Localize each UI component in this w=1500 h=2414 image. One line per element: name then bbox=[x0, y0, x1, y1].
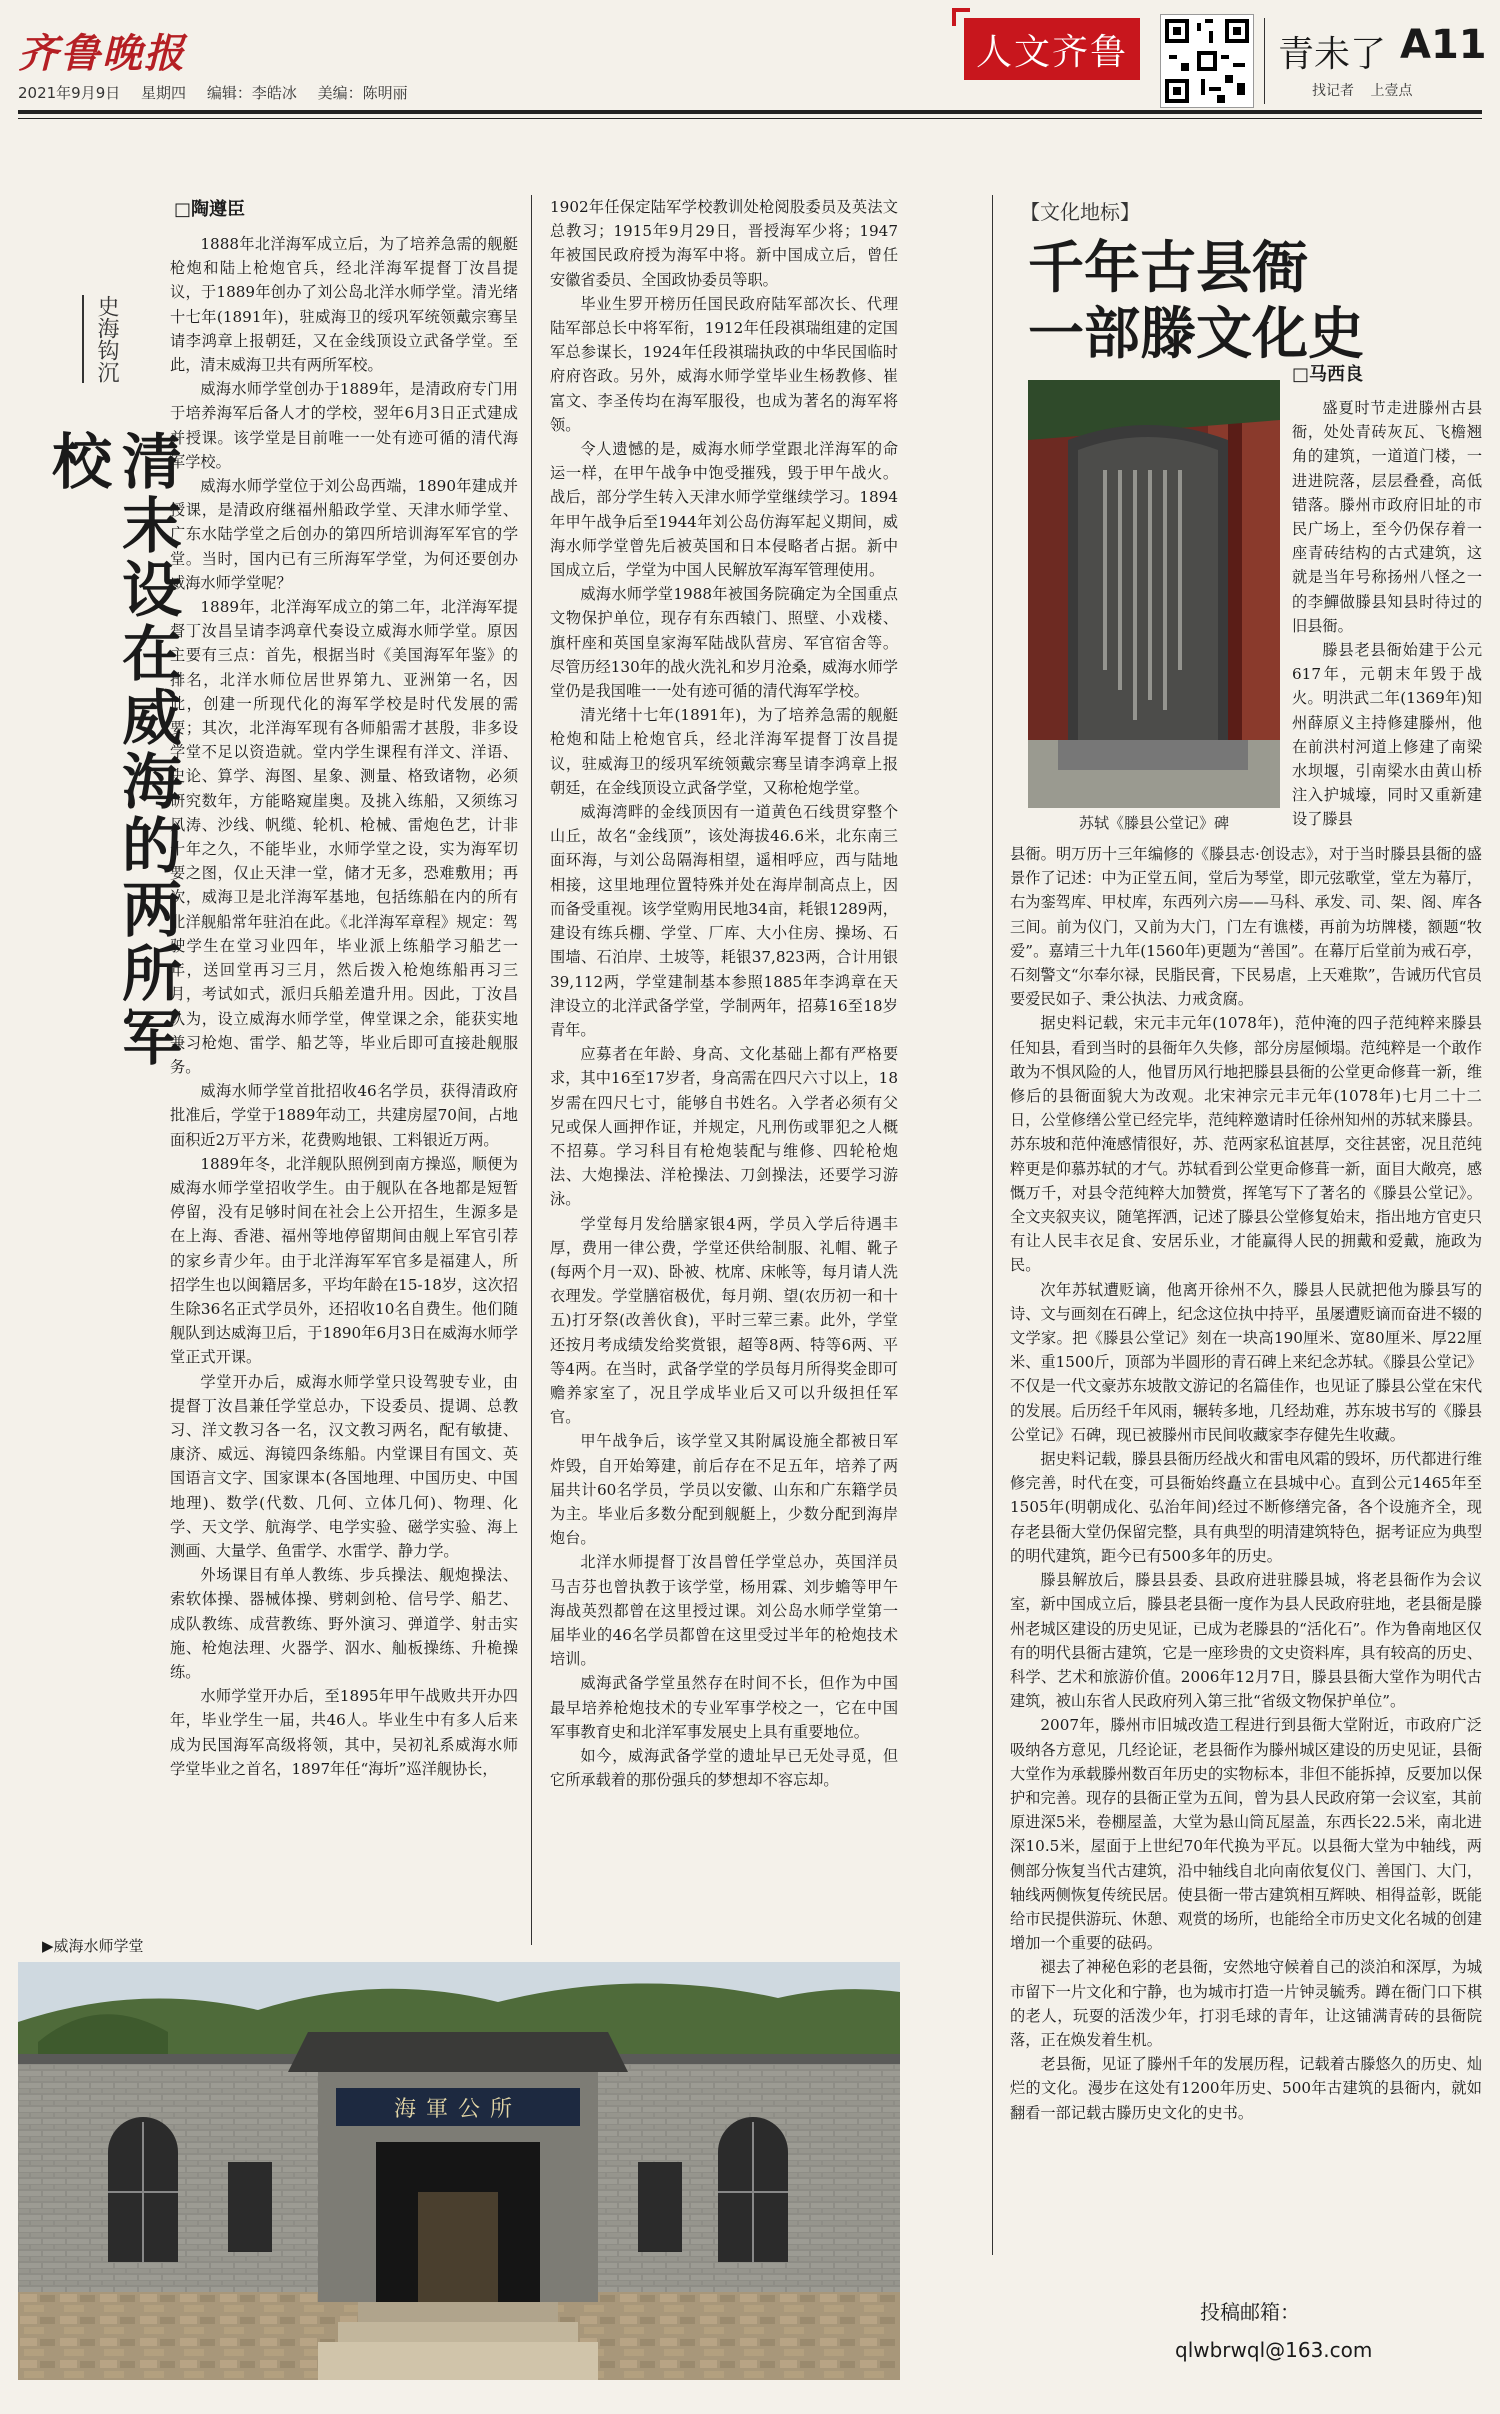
paragraph: 甲午战争后，该学堂又其附属设施全都被日军炸毁，自开始筹建，前后存在不足五年，培养了两届共计60名学员，学员以安徽、山东和广东籍学员为主。毕业后多数分配到舰艇上，少数分配到海岸炮台。 bbox=[550, 1432, 898, 1548]
paragraph: 1889年，北洋海军成立的第二年，北洋海军提督丁汝昌呈请李鸿章代奏设立威海水师学堂。原因主要有三点：首先，根据当时《美国海军年鉴》的排名，北洋水师位居世界第九、亚洲第一名，因此，创建一所现代化的海军学校是时代发展的需要；其次，北洋海军现有各师船需才甚殷，非多设学堂不足以资造就。堂内学生课程有洋文、洋语、史论、算学、海图、星象、测量、格致诸物，必须研究数年，方能略窥崖奥。及挑入练船，又须练习风涛、沙线、帆缆、轮机、枪械、雷炮色艺，计非十年之久，不能毕业，水师学堂之设，实为海军切要之图，仅止天津一堂，储才无多，恐难敷用；再次，威海卫是北洋海军基地，包括练船在内的所有北洋舰船常年驻泊在此。《北洋海军章程》规定：驾驶学生在堂习业四年，毕业派上练船学习船艺一年，送回堂再习三月，然后拨入枪炮练船再习三月，考试如式，派归兵船差遣升用。因此，丁汝昌认为，设立威海水师学堂，俾堂课之余，能获实地兼习枪炮、雷学、船艺等，毕业后即可直接赴舰服务。 bbox=[170, 598, 518, 1076]
paragraph: 威海武备学堂虽然存在时间不长，但作为中国最早培养枪炮技术的专业军事学校之一，它在中国军事教育史和北洋军事发展史上具有重要地位。 bbox=[550, 1674, 898, 1741]
reporter-label: 找记者 bbox=[1312, 83, 1354, 99]
issue-date: 2021年9月9日 bbox=[18, 84, 121, 102]
article2-photo-caption: 苏轼《滕县公堂记》碑 bbox=[1078, 814, 1229, 832]
paragraph: 据史料记载，宋元丰元年(1078年)，范仲淹的四子范纯粹来滕县任知县，看到当时的县衙年久失修，部分房屋倾塌。范纯粹是一个敢作敢为不惧风险的人，他冒历风行地把滕县县衙的公堂更命修葺一新，维修后的县衙面貌大为改观。北宋神宗元丰元年(1078年)七月二十二日，公堂修缮公堂已经完毕，范纯粹邀请时任徐州知州的苏轼来滕县。苏东坡和范仲淹感情很好，苏、范两家私谊甚厚，交往甚密，况且范纯粹更是仰慕苏轼的才气。苏轼看到公堂更命修葺一新，面目大敞亮，感慨万千，对县令范纯粹大加赞赏，挥笔写下了著名的《滕县公堂记》。全文夹叙夹议，随笔挥洒，记述了滕县公堂修复始末，指出地方官吏只有让人民丰衣足食、安居乐业，才能赢得人民的拥戴和爱戴，施政为民。 bbox=[1010, 1014, 1482, 1275]
masthead-rule-thin bbox=[18, 118, 1482, 119]
newspaper-logo: 齐鲁晚报 bbox=[18, 30, 186, 77]
paragraph: 滕县解放后，滕县县委、县政府进驻滕县城，将老县衙作为会议室，新中国成立后，滕县老县衙一度作为县人民政府驻地，老县衙是滕州老城区建设的历史见证，已成为老滕县的“活化石”。作为鲁南地区仅有的明代县衙古建筑，它是一座珍贵的文史资料库，具有较高的历史、科学、艺术和旅游价值。2006年12月7日，滕县县衙大堂作为明代古建筑，被山东省人民政府列入第三批“省级文物保护单位”。 bbox=[1010, 1571, 1482, 1711]
masthead-rule bbox=[18, 110, 1482, 114]
paragraph: 威海水师学堂创办于1889年，是清政府专门用于培养海军后备人才的学校，翌年6月3日正式建成并授课。该学堂是目前唯一一处有迹可循的清代海军学校。 bbox=[170, 380, 518, 471]
article2-headline-line1: 千年古县衙 bbox=[1028, 236, 1308, 301]
article1-headline: 清末设在威海的两所军校 bbox=[42, 430, 182, 1070]
page-number: A11 bbox=[1400, 22, 1487, 68]
column-rule bbox=[531, 195, 532, 1945]
paragraph: 如今，威海武备学堂的遗址早已无处寻觅，但它所承载着的那份强兵的梦想却不容忘却。 bbox=[550, 1747, 898, 1790]
contribute-label: 投稿邮箱： bbox=[1200, 2300, 1300, 2324]
paragraph: 北洋水师提督丁汝昌曾任学堂总办，英国洋员马吉芬也曾执教于该学堂，杨用霖、刘步蟾等甲午海战英烈都曾在这里授过课。刘公岛水师学堂第一届毕业的46名学员都曾在这里受过半年的枪炮技术培训。 bbox=[550, 1553, 898, 1669]
paragraph: 褪去了神秘色彩的老县衙，安然地守候着自己的淡泊和深厚，为城市留下一片文化和宁静，也为城市打造一片钟灵毓秀。蹲在衙门口下棋的老人，玩耍的活泼少年，打羽毛球的青年，让这铺满青砖的县衙院落，正在焕发着生机。 bbox=[1010, 1958, 1482, 2049]
article1-photo-caption: ▶威海水师学堂 bbox=[42, 1937, 144, 1955]
editor-credit: 编辑：李皓冰 bbox=[206, 84, 297, 102]
paragraph: 威海水师学堂位于刘公岛西端，1890年建成并授课，是清政府继福州船政学堂、天津水师学堂、广东水陆学堂之后创办的第四所培训海军军官的学堂。当时，国内已有三所海军学堂，为何还要创办威海水师学堂呢？ bbox=[170, 477, 518, 592]
paragraph: 老县衙，见证了滕州千年的发展历程，记载着古滕悠久的历史、灿烂的文化。漫步在这处有1200年历史、500年古建筑的县衙内，就如翻看一部记载古滕历史文化的史书。 bbox=[1010, 2055, 1482, 2122]
stele-photo bbox=[1028, 380, 1280, 808]
paragraph: 学堂开办后，威海水师学堂只设驾驶专业，由提督丁汝昌兼任学堂总办，下设委员、提调、总教习、洋文教习各一名，汉文教习两名，配有敏捷、康济、威远、海镜四条练船。内堂课目有国文、英国语言文字、国家课本(各国地理、中国历史、中国地理)、数学(代数、几何、立体几何)、物理、化学、天文学、航海学、电学实验、磁学实验、海上测画、大量学、鱼雷学、水雷学、静力学。 bbox=[170, 1372, 518, 1560]
paragraph: 盛夏时节走进滕州古县衙，处处青砖灰瓦、飞檐翘角的建筑，一道道门楼，一进进院落，层层叠叠，高低错落。滕州市政府旧址的市民广场上，至今仍保存着一座青砖结构的古式建筑，这就是当年号称扬州八怪之一的李鱓做滕县知县时待过的旧县衙。 bbox=[1292, 399, 1482, 635]
channel-banner: 人文齐鲁 bbox=[964, 18, 1140, 80]
paragraph: 外场课目有单人教练、步兵操法、舰炮操法、索软体操、器械体操、劈刺剑枪、信号学、船艺、成队教练、成营教练、野外演习、弹道学、射击实施、枪炮法理、火器学、泅水、舢板操练、升桅操练。 bbox=[170, 1566, 518, 1681]
article1-kicker: 史海钩沉 bbox=[82, 295, 122, 383]
paragraph: 2007年，滕州市旧城改造工程进行到县衙大堂附近，市政府广泛吸纳各方意见，几经论证，老县衙作为滕州城区建设的历史见证，县衙大堂作为承载滕州数百年历史的实物标本，非但不能拆掉，反要加以保护和完善。现存的县衙正堂为五间，曾为县人民政府第一会议室，其前原进深5米，卷棚屋盖，大堂为悬山筒瓦屋盖，东西长22.5米，南北进深10.5米，屋面于上世纪70年代换为平瓦。以县衙大堂为中轴线，两侧部分恢复当代古建筑，沿中轴线自北向南依复仪门、善国门、大门，轴线两侧恢复传统民居。使县衙一带古建筑相互辉映、相得益彰，既能给市民提供游玩、休憩、观赏的场所，也能给全市历史文化名城的创建增加一个重要的砝码。 bbox=[1010, 1716, 1482, 1953]
masthead-divider bbox=[1264, 18, 1265, 104]
qr-code-icon[interactable] bbox=[1160, 14, 1254, 108]
paragraph: 学堂每月发给膳家银4两，学员入学后待遇丰厚，费用一律公费，学堂还供给制服、礼帽、靴子(每两个月一双)、卧被、枕席、床帐等，每月请人洗衣理发。学堂膳宿极优，每月朔、望(农历初一和十五)打牙祭(改善伙食)，平时三荤三素。此外，学堂还按月考成绩发给奖赏银，超等8两、特等6两、平等4两。在当时，武备学堂的学员每月所得奖金即可赡养家室了，况且学成毕业后又可以升级担任军官。 bbox=[550, 1214, 898, 1427]
article1-column-1 bbox=[170, 232, 518, 1956]
paragraph: 1889年冬，北洋舰队照例到南方操巡，顺便为威海水师学堂招收学生。由于舰队在各地都是短暂停留，没有足够时间在社会上公开招生，生源多是在上海、香港、福州等地停留期间由舰上军官引荐的家乡青少年。由于北洋海军军官多是福建人，所招学生也以闽籍居多，平均年龄在15-18岁，这次招生除36名正式学员外，还招收10名自费生。他们随舰队到达威海卫后，于1890年6月3日在威海水师学堂正式开课。 bbox=[170, 1154, 518, 1367]
paragraph: 威海水师学堂1988年被国务院确定为全国重点文物保护单位，现存有东西辕门、照壁、小戏楼、旗杆座和英国皇家海军陆战队营房、军官宿舍等。尽管历经130年的战火洗礼和岁月沧桑，威海水师学堂仍是我国唯一一处有迹可循的清代海军学校。 bbox=[550, 585, 898, 701]
paragraph: 毕业生罗开榜历任国民政府陆军部次长、代理陆军部总长中将军衔，1912年任段祺瑞组建的定国军总参谋长，1924年任段祺瑞执政的中华民国临时府府咨政。另外，威海水师学堂毕业生杨教修、崔富文、李圣传均在海军服役，也成为著名的海军将领。 bbox=[550, 294, 898, 434]
paragraph: 1902年任保定陆军学校教训处枪阅股委员及英法文总教习；1915年9月29日，晋授海军少将；1947年被国民政府授为海军中将。新中国成立后，曾任安徽省委员、全国政协委员等职。 bbox=[550, 198, 898, 289]
article1-byline: □陶遵臣 bbox=[174, 199, 246, 220]
reporter-hotline bbox=[1300, 80, 1412, 100]
issue-weekday: 星期四 bbox=[141, 84, 187, 102]
article2-headline bbox=[1028, 236, 1364, 368]
article2-column-beside-photo bbox=[1292, 396, 1482, 840]
contribute-email[interactable]: qlwbrwql@163.com bbox=[1175, 2338, 1373, 2362]
designer-credit: 美编：陈明丽 bbox=[317, 84, 408, 102]
paragraph: 威海水师学堂首批招收46名学员，获得清政府批准后，学堂于1889年动工，共建房屋70间，占地面积近2万平方米，花费购地银、工料银近万两。 bbox=[170, 1082, 518, 1149]
paragraph: 令人遗憾的是，威海水师学堂跟北洋海军的命运一样，在甲午战争中饱受摧残，毁于甲午战火。战后，部分学生转入天津水师学堂继续学习。1894年甲午战争后至1944年刘公岛仿海军起义期间，威海水师学堂曾先后被英国和日本侵略者占据。新中国成立后，学堂为中国人民解放军海军管理使用。 bbox=[550, 440, 898, 580]
paragraph: 清光绪十七年(1891年)，为了培养急需的舰艇枪炮和陆上枪炮官兵，经北洋海军提督丁汝昌提议，驻威海卫的绥巩军统领戴宗骞呈请李鸿章上报朝廷，在金线顶设立武备学堂，又称枪炮学堂。 bbox=[550, 706, 898, 797]
article2-column-main bbox=[1010, 842, 1482, 2262]
paragraph: 滕县老县衙始建于公元617年，元朝末年毁于战火。明洪武二年(1369年)知州薛原义主持修建滕州，他在前洪村河道上修建了南梁水坝堰，引南梁水由黄山桥注入护城壕，同时又重新建设了滕县 bbox=[1292, 641, 1482, 829]
article2-headline-line2: 一部滕文化史 bbox=[1028, 302, 1364, 367]
dateline bbox=[18, 82, 424, 103]
paragraph: 次年苏轼遭贬谪，他离开徐州不久，滕县人民就把他为滕县写的诗、文与画刻在石碑上，纪念这位执中持平，虽屡遭贬谪而奋进不辍的文学家。把《滕县公堂记》刻在一块高190厘米、宽80厘米、厚22厘米、重1500斤，顶部为半圆形的青石碑上来纪念苏轼。《滕县公堂记》不仅是一代文豪苏东坡散文游记的名篇佳作，也见证了滕县公堂在宋代的发展。后历经千年风雨，辗转多地，几经劫难，苏东坡书写的《滕县公堂记》石碑，现已被滕州市民间收藏家李存健先生收藏。 bbox=[1010, 1280, 1482, 1444]
section-name: 青未了 bbox=[1278, 34, 1387, 75]
article-divider bbox=[992, 195, 993, 2255]
article2-byline: □马西良 bbox=[1292, 364, 1364, 385]
paragraph: 应募者在年龄、身高、文化基础上都有严格要求，其中16至17岁者，身高需在四尺六寸以上，18岁需在四尺七寸，能够自书姓名。入学者必须有父兄或保人画押作证，并规定，凡刑伤或罪犯之人概不招募。学习科目有枪炮装配与维修、四轮枪炮法、大炮操法、洋枪操法、刀剑操法，还要学习游泳。 bbox=[550, 1045, 898, 1209]
article1-column-2 bbox=[550, 195, 898, 1957]
naval-academy-photo bbox=[18, 1962, 900, 2380]
paragraph: 水师学堂开办后，至1895年甲午战败共开办四年，毕业学生一届，共46人。毕业生中有多人后来成为民国海军高级将领，其中，吴初礼系威海水师学堂毕业之首名，1897年任“海圻”巡洋舰协长， bbox=[170, 1687, 518, 1778]
gate-sign: 海軍公所 bbox=[393, 2096, 522, 2122]
paragraph: 威海湾畔的金线顶因有一道黄色石线贯穿整个山丘，故名“金线顶”，该处海拔46.6米，北东南三面环海，与刘公岛隔海相望，遥相呼应，西与陆地相接，这里地理位置特殊并处在海岸制高点上，因而备受重视。该学堂购用民地34亩，耗银1289两，建设有练兵棚、学堂、厂库、大小住房、操场、石围墙、石泊岸、土坡等，耗银37,823两，合计用银39,112两，学堂建制基本参照1885年李鸿章在天津设立的北洋武备学堂，学制两年，招募16至18岁青年。 bbox=[550, 803, 898, 1039]
paragraph: 县衙。明万历十三年编修的《滕县志·创设志》，对于当时滕县县衙的盛景作了记述：中为正堂五间，堂后为琴堂，即元弦歌堂，堂左为幕厅，右为銮驾库、甲杖库，东西列六房——马科、承发、司、架、阁、库各三间。前为仪门，又前为大门，门左有谯楼，再前为坊牌楼，额题“牧爱”。嘉靖三十九年(1560年)更题为“善国”。在幕厅后堂前为戒石亭，石刻警文“尔奉尔禄，民脂民膏，下民易虐，上天难欺”，告诫历代官员要爱民如子、秉公执法、力戒贪腐。 bbox=[1010, 845, 1482, 1009]
reporter-action: 上壹点 bbox=[1370, 83, 1413, 99]
paragraph: 据史料记载，滕县县衙历经战火和雷电风霜的毁坏，历代都进行维修完善，时代在变，可县衙始终矗立在县城中心。直到公元1465年至1505年(明朝成化、弘治年间)经过不断修缮完备，各个设施齐全，现存老县衙大堂仍保留完整，具有典型的明清建筑特色，据考证应为典型的明代建筑，距今已有500多年的历史。 bbox=[1010, 1450, 1482, 1565]
paragraph: 1888年北洋海军成立后，为了培养急需的舰艇枪炮和陆上枪炮官兵，经北洋海军提督丁汝昌提议，于1889年创办了刘公岛北洋水师学堂。清光绪十七年(1891年)，驻威海卫的绥巩军统领戴宗骞呈请李鸿章上报朝廷，又在金线顶设立武备学堂。至此，清末威海卫共有两所军校。 bbox=[170, 235, 518, 375]
article2-kicker: 【文化地标】 bbox=[1020, 200, 1140, 224]
